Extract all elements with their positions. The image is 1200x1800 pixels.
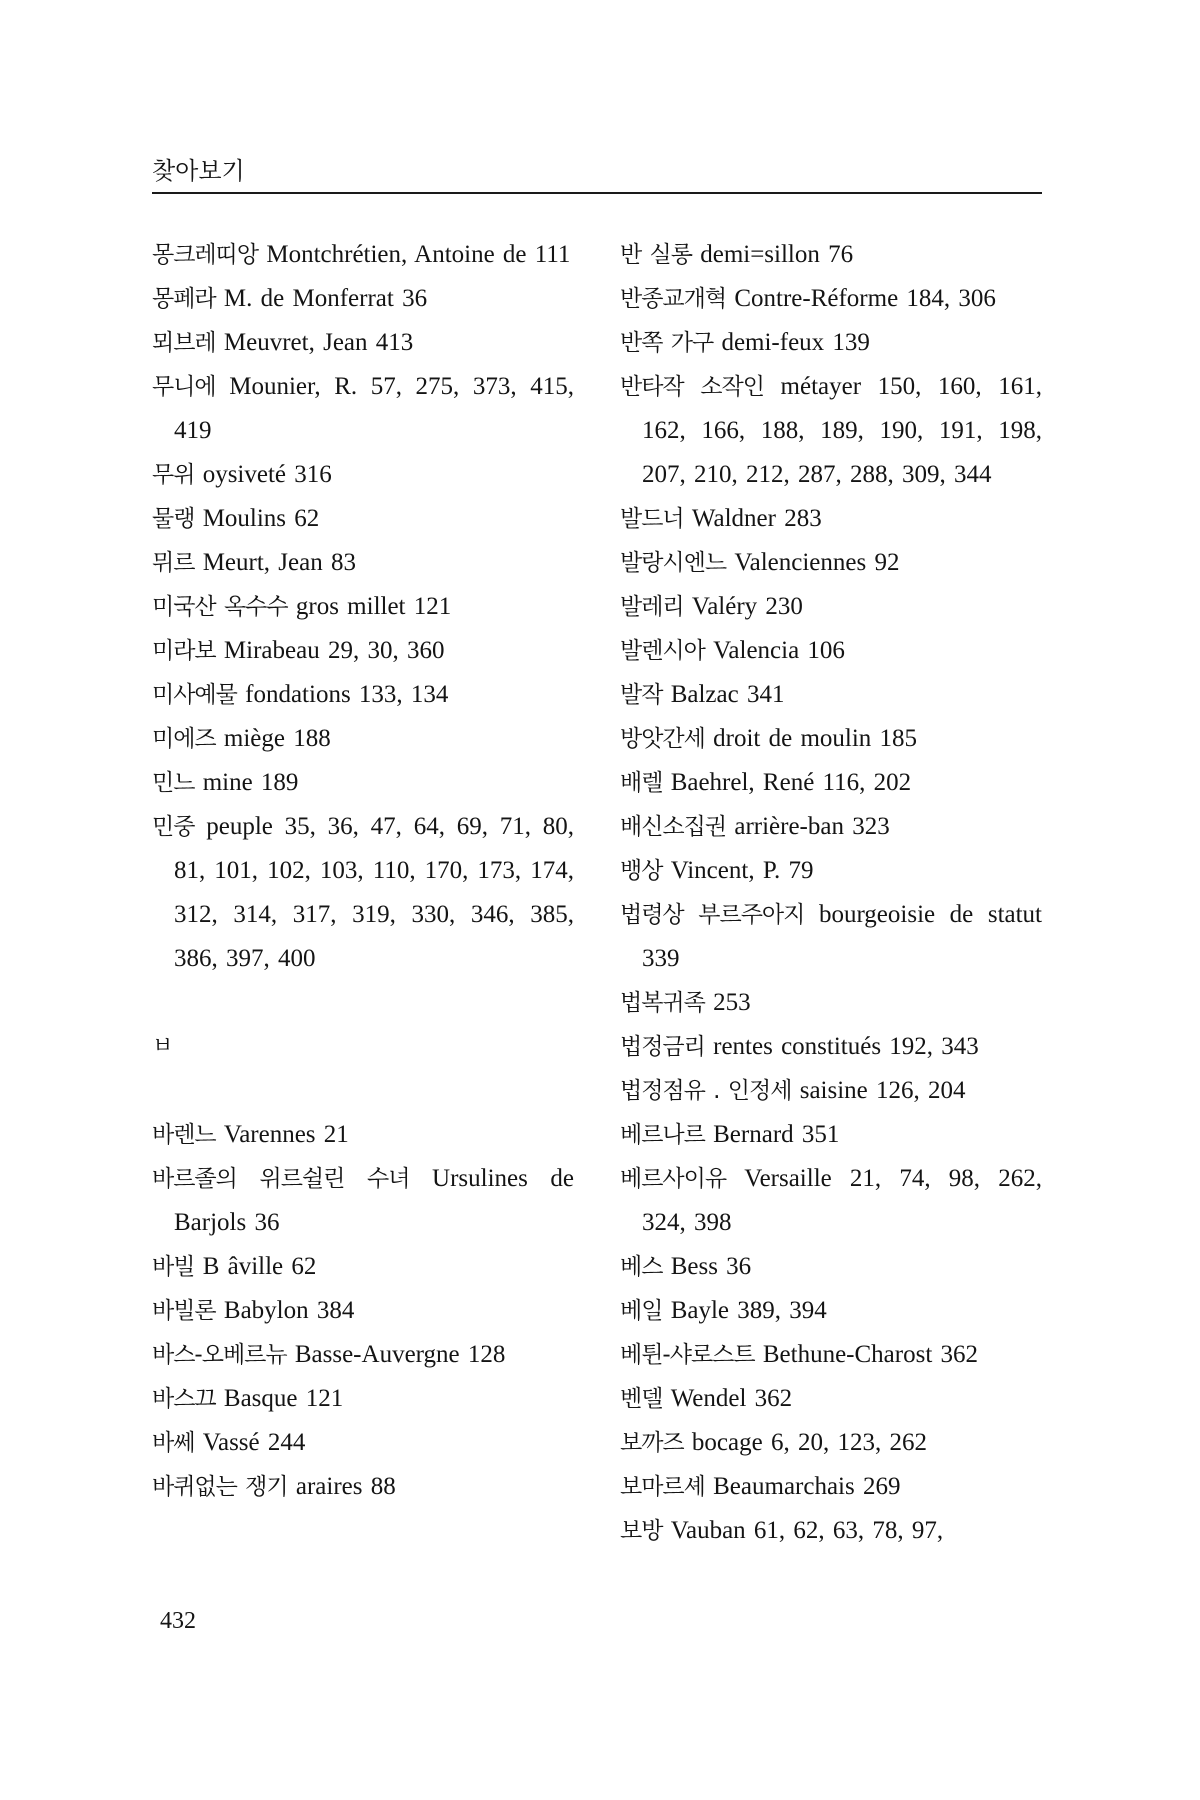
entry-korean: 발렌시아: [620, 638, 705, 664]
entry-korean: 베일: [620, 1298, 663, 1324]
entry-text: Meuvret, Jean 413: [223, 329, 414, 356]
entry-korean: 바빌: [152, 1254, 195, 1280]
entry-korean: 무니에: [152, 374, 216, 400]
entry-korean: 보방: [620, 1518, 663, 1544]
left-column: [152, 233, 574, 1509]
index-entry: [152, 629, 574, 673]
index-entry: [152, 585, 574, 629]
entry-text: Contre-Réforme 184, 306: [734, 285, 996, 312]
entry-korean: 보마르셰: [620, 1474, 705, 1500]
index-entry: [152, 277, 574, 321]
index-entry: [620, 1113, 1042, 1157]
index-entry: [152, 761, 574, 805]
index-entry: [152, 1421, 574, 1465]
entry-text: Bethune-Charost 362: [762, 1341, 979, 1368]
entry-korean: 미라보: [152, 638, 216, 664]
entry-korean: 법복귀족: [620, 990, 705, 1016]
entry-text: Varennes 21: [223, 1121, 349, 1148]
index-entry: [620, 1377, 1042, 1421]
entry-korean: 바르졸의 위르쉴린 수녀: [152, 1166, 410, 1192]
entry-korean: 반쪽 가구: [620, 330, 714, 356]
index-entry: [620, 673, 1042, 717]
entry-text: métayer 150, 160, 161, 162, 166, 188, 189, 190, 191, 198, 207, 210, 212, 287, 288, 309, 344: [642, 373, 1043, 488]
index-entry: [152, 1157, 574, 1245]
entry-korean: 미에즈: [152, 726, 216, 752]
entry-korean: 방앗간세: [620, 726, 705, 752]
index-entry: [152, 1289, 574, 1333]
entry-korean: 베스: [620, 1254, 663, 1280]
index-entry: [620, 277, 1042, 321]
entry-text: bocage 6, 20, 123, 262: [691, 1429, 927, 1456]
entry-korean: 반 실롱: [620, 242, 692, 268]
entry-text: miège 188: [223, 725, 331, 752]
index-entry: [620, 717, 1042, 761]
entry-korean: 발레리: [620, 594, 684, 620]
entry-text: demi=sillon 76: [700, 241, 854, 268]
entry-korean: 베튄-샤로스트: [620, 1342, 755, 1368]
index-entry: [620, 629, 1042, 673]
index-entry: [620, 321, 1042, 365]
entry-text: 253: [713, 989, 751, 1016]
entry-korean: 보까즈: [620, 1430, 684, 1456]
index-entry: [620, 1157, 1042, 1245]
entry-text: Bayle 389, 394: [670, 1297, 827, 1324]
entry-text: Versaille 21, 74, 98, 262, 324, 398: [642, 1165, 1042, 1236]
entry-text: Wendel 362: [670, 1385, 793, 1412]
entry-text: mine 189: [202, 769, 299, 796]
index-entry: [620, 1289, 1042, 1333]
index-entry: [152, 1465, 574, 1509]
entry-korean: 뫼브레: [152, 330, 216, 356]
entry-text: Bernard 351: [713, 1121, 840, 1148]
entry-korean: 반타작 소작인: [620, 374, 764, 400]
entry-korean: 베르사이유: [620, 1166, 727, 1192]
entry-text: Moulins 62: [202, 505, 320, 532]
section-gap: [152, 1069, 574, 1113]
index-entry: [152, 1377, 574, 1421]
index-entry: [620, 1025, 1042, 1069]
index-entry: [152, 233, 574, 277]
entry-korean: 바스-오베르뉴: [152, 1342, 287, 1368]
index-entry: [152, 1333, 574, 1377]
index-entry: [620, 1465, 1042, 1509]
index-entry: [152, 321, 574, 365]
entry-text: Beaumarchais 269: [713, 1473, 901, 1500]
entry-korean: 반종교개혁: [620, 286, 727, 312]
entry-text: Vauban 61, 62, 63, 78, 97,: [670, 1517, 944, 1544]
entry-korean: 미국산 옥수수: [152, 594, 288, 620]
entry-korean: 법령상 부르주아지: [620, 902, 805, 928]
entry-korean: 민중: [152, 814, 195, 840]
entry-korean: 발작: [620, 682, 663, 708]
entry-korean: 발랑시엔느: [620, 550, 727, 576]
index-entry: [152, 541, 574, 585]
entry-text: Baehrel, René 116, 202: [670, 769, 912, 796]
entry-text: saisine 126, 204: [799, 1077, 966, 1104]
index-entry: [620, 1509, 1042, 1553]
index-entry: [620, 849, 1042, 893]
entry-text: Mounier, R. 57, 275, 373, 415, 419: [174, 373, 574, 444]
page-number: 432: [160, 1608, 196, 1634]
section-gap: [152, 981, 574, 1025]
index-entry: [152, 497, 574, 541]
entry-korean: 베르나르: [620, 1122, 705, 1148]
entry-korean: 벤델: [620, 1386, 663, 1412]
entry-text: droit de moulin 185: [713, 725, 918, 752]
index-entry: [152, 1113, 574, 1157]
header-title: 찾아보기: [152, 157, 245, 185]
index-entry: [620, 1421, 1042, 1465]
entry-korean: 몽페라: [152, 286, 216, 312]
entry-korean: 뱅상: [620, 858, 663, 884]
index-entry: [620, 585, 1042, 629]
entry-text: Valéry 230: [691, 593, 803, 620]
entry-text: peuple 35, 36, 47, 64, 69, 71, 80, 81, 101, 102, 103, 110, 170, 173, 174, 312, 314, 317, 319, 330, 346, 385, 386, 397, 400: [174, 813, 575, 972]
entry-text: fondations 133, 134: [245, 681, 449, 708]
index-entry: [620, 541, 1042, 585]
entry-text: Bess 36: [670, 1253, 752, 1280]
entry-text: B âville 62: [202, 1253, 317, 1280]
section-heading: ㅂ: [152, 1034, 174, 1059]
entry-korean: 무위: [152, 462, 195, 488]
entry-text: Waldner 283: [691, 505, 822, 532]
index-entry: [620, 365, 1042, 497]
index-entry: [620, 1245, 1042, 1289]
entry-korean: 배신소집권: [620, 814, 727, 840]
entry-text: Vincent, P. 79: [670, 857, 814, 884]
entry-text: Montchrétien, Antoine de 111: [266, 241, 571, 268]
entry-korean: 미사예물: [152, 682, 237, 708]
entry-korean: 민느: [152, 770, 195, 796]
index-entry: [152, 805, 574, 981]
entry-korean: 바렌느: [152, 1122, 216, 1148]
entry-text: Valencia 106: [713, 637, 845, 664]
index-entry: [152, 717, 574, 761]
entry-text: M. de Monferrat 36: [223, 285, 428, 312]
entry-text: arrière-ban 323: [734, 813, 890, 840]
entry-text: Babylon 384: [223, 1297, 355, 1324]
entry-text: Basse-Auvergne 128: [294, 1341, 506, 1368]
entry-text: bourgeoisie de statut 339: [642, 901, 1042, 972]
entry-korean: 발드너: [620, 506, 684, 532]
index-entry: [620, 233, 1042, 277]
entry-text: Ursulines de Barjols 36: [174, 1165, 575, 1236]
index-entry: [620, 1333, 1042, 1377]
index-entry: [152, 1245, 574, 1289]
index-entry: [620, 805, 1042, 849]
index-entry: [620, 893, 1042, 981]
entry-korean: 뮈르: [152, 550, 195, 576]
entry-text: Meurt, Jean 83: [202, 549, 356, 576]
entry-korean: 법정금리: [620, 1034, 705, 1060]
entry-text: gros millet 121: [295, 593, 452, 620]
entry-text: Mirabeau 29, 30, 360: [223, 637, 445, 664]
entry-text: rentes constitués 192, 343: [713, 1033, 979, 1060]
entry-korean: 바스끄: [152, 1386, 216, 1412]
entry-text: araires 88: [295, 1473, 396, 1500]
running-header: [152, 148, 1042, 194]
entry-text: Valenciennes 92: [734, 549, 900, 576]
entry-korean: 바퀴없는 쟁기: [152, 1474, 288, 1500]
index-entry: [620, 497, 1042, 541]
index-entry: [152, 673, 574, 717]
entry-korean: 바쎄: [152, 1430, 195, 1456]
right-column: [620, 233, 1042, 1553]
entry-korean: 물랭: [152, 506, 195, 532]
index-entry: [620, 1069, 1042, 1113]
entry-korean: 법정점유 . 인정세: [620, 1078, 792, 1104]
entry-korean: 몽크레띠앙: [152, 242, 259, 268]
entry-text: Balzac 341: [670, 681, 785, 708]
entry-korean: 배렐: [620, 770, 663, 796]
index-entry: [620, 981, 1042, 1025]
index-entry: [152, 365, 574, 453]
entry-text: Basque 121: [223, 1385, 344, 1412]
entry-text: demi-feux 139: [721, 329, 870, 356]
index-entry: [620, 761, 1042, 805]
entry-korean: 바빌론: [152, 1298, 216, 1324]
index-entry: [152, 453, 574, 497]
entry-text: Vassé 244: [202, 1429, 306, 1456]
entry-text: oysiveté 316: [202, 461, 332, 488]
